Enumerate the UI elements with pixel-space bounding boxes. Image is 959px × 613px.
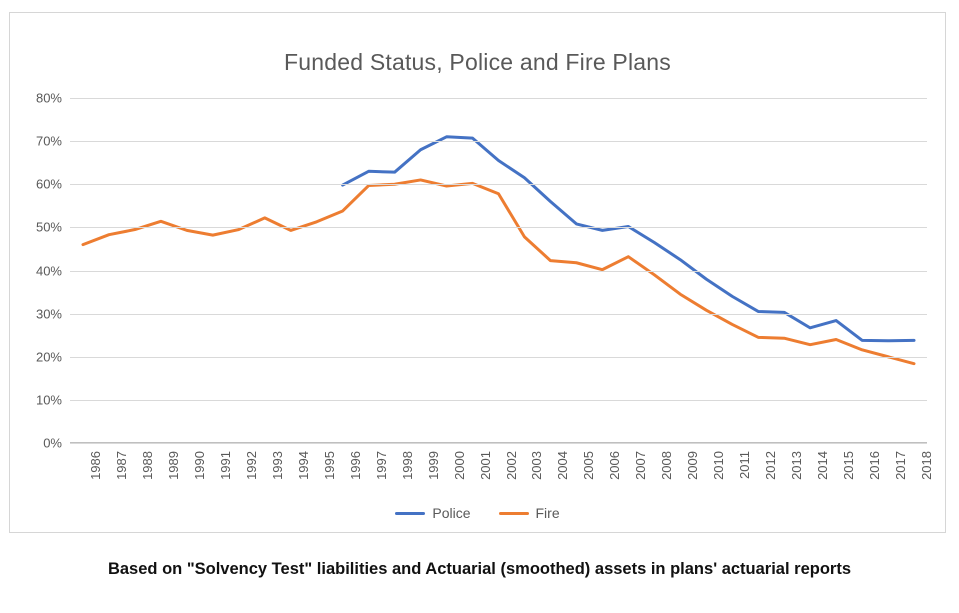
x-axis-tick-label: 2017 bbox=[893, 451, 909, 480]
x-axis-tick-label: 1993 bbox=[269, 451, 285, 480]
legend-item-police[interactable] bbox=[395, 505, 470, 521]
y-axis-tick-label: 40% bbox=[35, 263, 62, 278]
gridline bbox=[70, 271, 927, 272]
x-axis-line bbox=[70, 442, 927, 443]
series-line-fire bbox=[83, 180, 914, 364]
x-axis-tick-label: 1986 bbox=[87, 451, 103, 480]
gridline bbox=[70, 357, 927, 358]
x-axis-tick-label: 2010 bbox=[711, 451, 727, 480]
legend-swatch-icon bbox=[395, 512, 425, 515]
gridline bbox=[70, 443, 927, 444]
x-axis-tick-label: 2004 bbox=[555, 451, 571, 480]
chart-caption: Based on "Solvency Test" liabilities and Actuarial (smoothed) assets in plans' actuarial reports bbox=[107, 560, 852, 578]
x-axis-tick-label: 2013 bbox=[789, 451, 805, 480]
x-axis-tick-label: 1995 bbox=[321, 451, 337, 480]
chart-container bbox=[9, 12, 946, 533]
y-axis-tick-label: 80% bbox=[35, 90, 62, 106]
x-axis-tick-label: 2009 bbox=[685, 451, 701, 480]
y-axis-tick-label: 70% bbox=[35, 133, 62, 149]
x-axis-tick-label: 2000 bbox=[451, 451, 467, 480]
x-axis-tick-label: 1996 bbox=[347, 451, 363, 480]
gridline bbox=[70, 184, 927, 185]
x-axis-tick-label: 2011 bbox=[737, 451, 753, 479]
y-axis-tick-label: 60% bbox=[35, 176, 62, 192]
y-axis-tick-label: 30% bbox=[35, 306, 62, 322]
x-axis-tick-label: 1997 bbox=[373, 451, 389, 480]
legend-item-fire[interactable] bbox=[499, 505, 560, 521]
x-axis-tick-label: 2005 bbox=[581, 451, 597, 480]
x-axis-tick-label: 2002 bbox=[503, 451, 519, 480]
legend-label: Police bbox=[432, 505, 471, 521]
y-axis-tick-label: 50% bbox=[35, 219, 62, 235]
x-axis-tick-label: 1988 bbox=[139, 451, 155, 480]
x-axis-tick-label: 1992 bbox=[243, 451, 259, 480]
gridline bbox=[70, 227, 927, 228]
x-axis-tick-label: 2006 bbox=[607, 451, 623, 480]
x-axis-tick-label: 2012 bbox=[763, 451, 779, 480]
x-axis-tick-label: 2014 bbox=[815, 451, 831, 480]
y-axis-tick-label: 10% bbox=[35, 392, 62, 408]
x-axis-tick-label: 2016 bbox=[867, 451, 883, 480]
x-axis-tick-label: 1991 bbox=[217, 451, 233, 480]
x-axis-tick-labels bbox=[70, 449, 934, 509]
x-axis-tick-label: 1999 bbox=[425, 451, 441, 480]
x-axis-tick-label: 2018 bbox=[919, 451, 934, 480]
x-axis-tick-label: 1989 bbox=[165, 451, 181, 480]
x-axis-tick-label: 1998 bbox=[399, 451, 415, 480]
gridline bbox=[70, 314, 927, 315]
x-axis-tick-label: 2007 bbox=[633, 451, 649, 480]
gridline bbox=[70, 400, 927, 401]
x-axis-tick-label: 2003 bbox=[529, 451, 545, 480]
gridline bbox=[70, 98, 927, 99]
x-axis-tick-label: 2001 bbox=[477, 451, 493, 480]
x-axis-tick-label: 1994 bbox=[295, 451, 311, 480]
series-line-police bbox=[343, 137, 914, 341]
y-axis-tick-label: 0% bbox=[43, 435, 62, 451]
x-axis-tick-label: 2008 bbox=[659, 451, 675, 480]
chart-legend bbox=[10, 505, 945, 521]
legend-label: Fire bbox=[535, 505, 560, 521]
x-axis-tick-label: 2015 bbox=[841, 451, 857, 480]
plot-area bbox=[35, 90, 927, 451]
gridline bbox=[70, 141, 927, 142]
legend-swatch-icon bbox=[499, 512, 529, 515]
x-axis-tick-label: 1987 bbox=[113, 451, 129, 480]
x-axis-tick-label: 1990 bbox=[191, 451, 207, 480]
y-axis-tick-label: 20% bbox=[35, 349, 62, 365]
chart-title: Funded Status, Police and Fire Plans bbox=[284, 49, 671, 75]
